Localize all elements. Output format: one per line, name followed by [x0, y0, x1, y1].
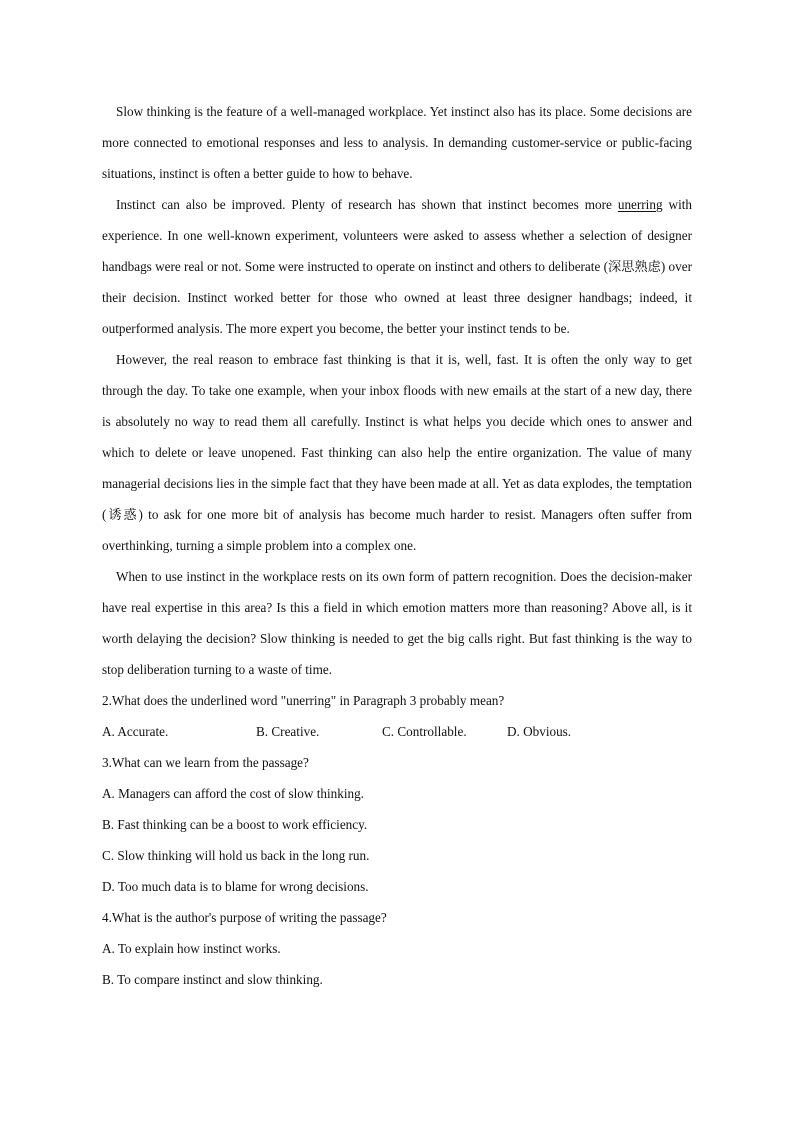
question-2-option-a: A. Accurate.: [102, 724, 169, 739]
passage-paragraph-1: Slow thinking is the feature of a well-managed workplace. Yet instinct also has its place. Some decisions are more connected to emotional responses and less to analysis. In demanding customer-service or public-facing situations, instinct is often a better guide to how to behave.: [102, 104, 692, 181]
question-4-stem: 4.What is the author's purpose of writing the passage?: [102, 910, 387, 925]
question-3-stem: 3.What can we learn from the passage?: [102, 755, 309, 770]
paragraph-2-text-end: with experience. In one well-known experiment, volunteers were asked to assess whether a selection of designer handbags were real or not. Some were instructed to operate on instinct and others to deliberate (深思熟虑) over their decision. Instinct worked better for those who owned at least three designer handbags; indeed, it outperformed analysis. The more expert you become, the better your instinct tends to be.: [102, 197, 692, 336]
document-page: [102, 96, 692, 995]
question-2-option-c: C. Controllable.: [382, 724, 467, 739]
question-4-option-b: B. To compare instinct and slow thinking.: [102, 972, 323, 987]
underlined-word: unerring: [617, 197, 663, 212]
question-2-stem: 2.What does the underlined word "unerring" in Paragraph 3 probably mean?: [102, 693, 505, 708]
question-4-option-a: A. To explain how instinct works.: [102, 941, 281, 956]
question-2-options: [102, 716, 692, 747]
paragraph-2-text-start: Instinct can also be improved. Plenty of research has shown that instinct becomes more: [116, 197, 618, 212]
question-3-option-b: B. Fast thinking can be a boost to work efficiency.: [102, 817, 368, 832]
passage-paragraph-3: However, the real reason to embrace fast thinking is that it is, well, fast. It is often the only way to get through the day. To take one example, when your inbox floods with new emails at the start of a new day, there is absolutely no way to read them all carefully. Instinct is what helps you decide which ones to answer and which to delete or leave unopened. Fast thinking can also help the entire organization. The value of many managerial decisions lies in the simple fact that they have been made at all. Yet as data explodes, the temptation (诱惑) to ask for one more bit of analysis has become much harder to resist. Managers often suffer from overthinking, turning a simple problem into a complex one.: [102, 352, 692, 553]
question-2-option-b: B. Creative.: [256, 724, 320, 739]
question-2-option-d: D. Obvious.: [507, 724, 572, 739]
passage-paragraph-2: [102, 189, 692, 344]
question-3-option-d: D. Too much data is to blame for wrong decisions.: [102, 879, 369, 894]
passage-paragraph-4: When to use instinct in the workplace rests on its own form of pattern recognition. Does the decision-maker have real expertise in this area? Is this a field in which emotion matters more than reasoning? Above all, is it worth delaying the decision? Slow thinking is needed to get the big calls right. But fast thinking is the way to stop deliberation turning to a waste of time.: [102, 569, 692, 677]
question-3-option-c: C. Slow thinking will hold us back in the long run.: [102, 848, 370, 863]
question-3-option-a: A. Managers can afford the cost of slow thinking.: [102, 786, 364, 801]
